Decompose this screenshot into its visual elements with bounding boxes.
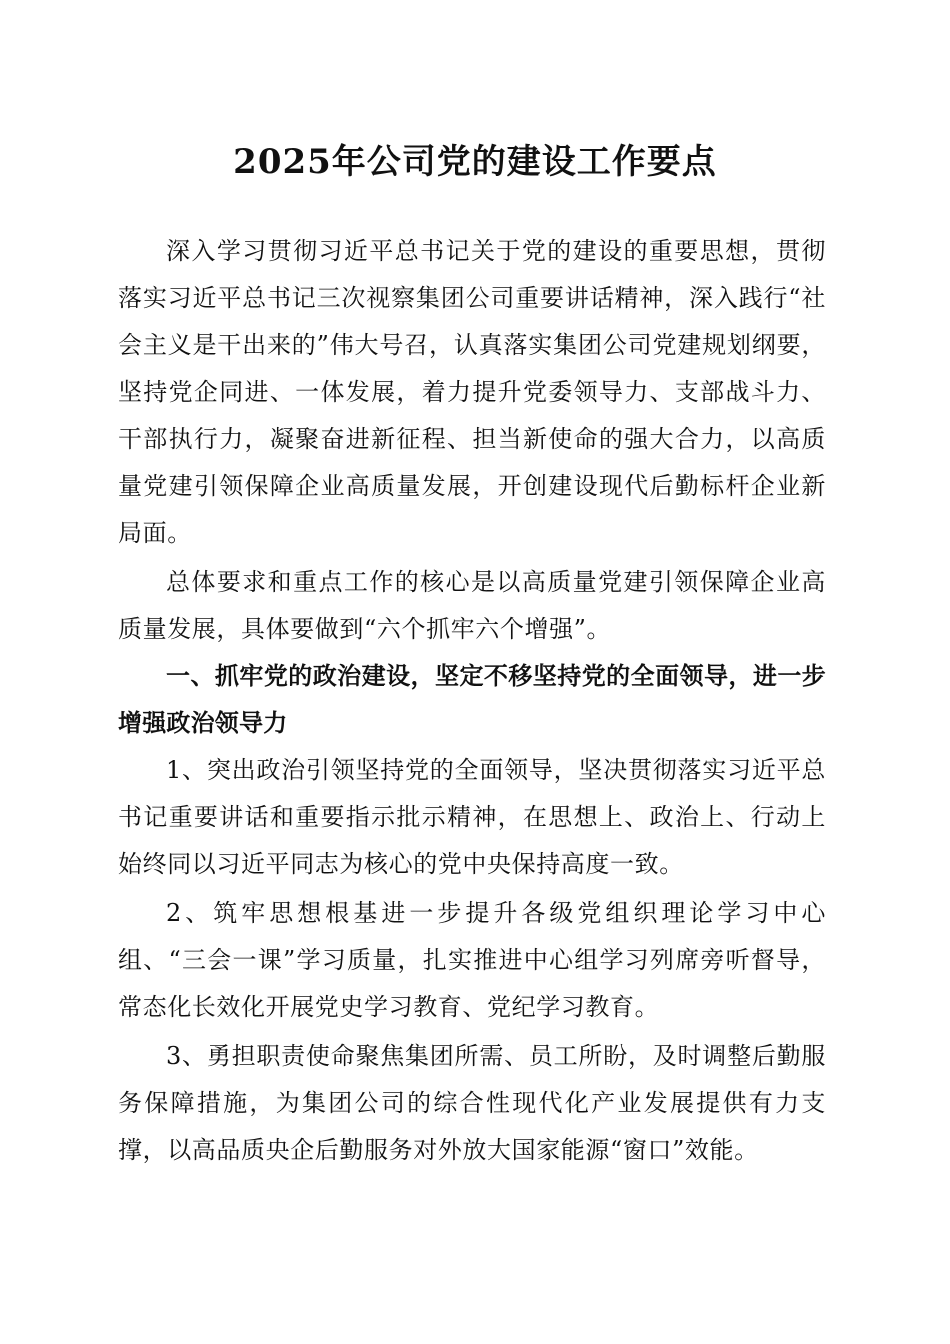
document-body (118, 228, 826, 1174)
list-item: 2、筑牢思想根基进一步提升各级党组织理论学习中心组、“三会一课”学习质量，扎实推进中心组学习列席旁听督导，常态化长效化开展党史学习教育、党纪学习教育。 (118, 899, 826, 1021)
summary-paragraph: 总体要求和重点工作的核心是以高质量党建引领保障企业高质量发展，具体要做到“六个抓牢六个增强”。 (118, 568, 826, 643)
list-item: 3、勇担职责使命聚焦集团所需、员工所盼，及时调整后勤服务保障措施，为集团公司的综合性现代化产业发展提供有力支撑，以高品质央企后勤服务对外放大国家能源“窗口”效能。 (118, 1042, 826, 1164)
list-item: 1、突出政治引领坚持党的全面领导，坚决贯彻落实习近平总书记重要讲话和重要指示批示精神，在思想上、政治上、行动上始终同以习近平同志为核心的党中央保持高度一致。 (118, 756, 826, 878)
section-heading: 一、抓牢党的政治建设，坚定不移坚持党的全面领导，进一步增强政治领导力 (118, 662, 826, 737)
document-title: 2025年公司党的建设工作要点 (233, 142, 717, 182)
intro-paragraph: 深入学习贯彻习近平总书记关于党的建设的重要思想，贯彻落实习近平总书记三次视察集团公司重要讲话精神，深入践行“社会主义是干出来的”伟大号召，认真落实集团公司党建规划纲要，坚持党企同进、一体发展，着力提升党委领导力、支部战斗力、干部执行力，凝聚奋进新征程、担当新使命的强大合力，以高质量党建引领保障企业高质量发展，开创建设现代后勤标杆企业新局面。 (118, 237, 826, 547)
